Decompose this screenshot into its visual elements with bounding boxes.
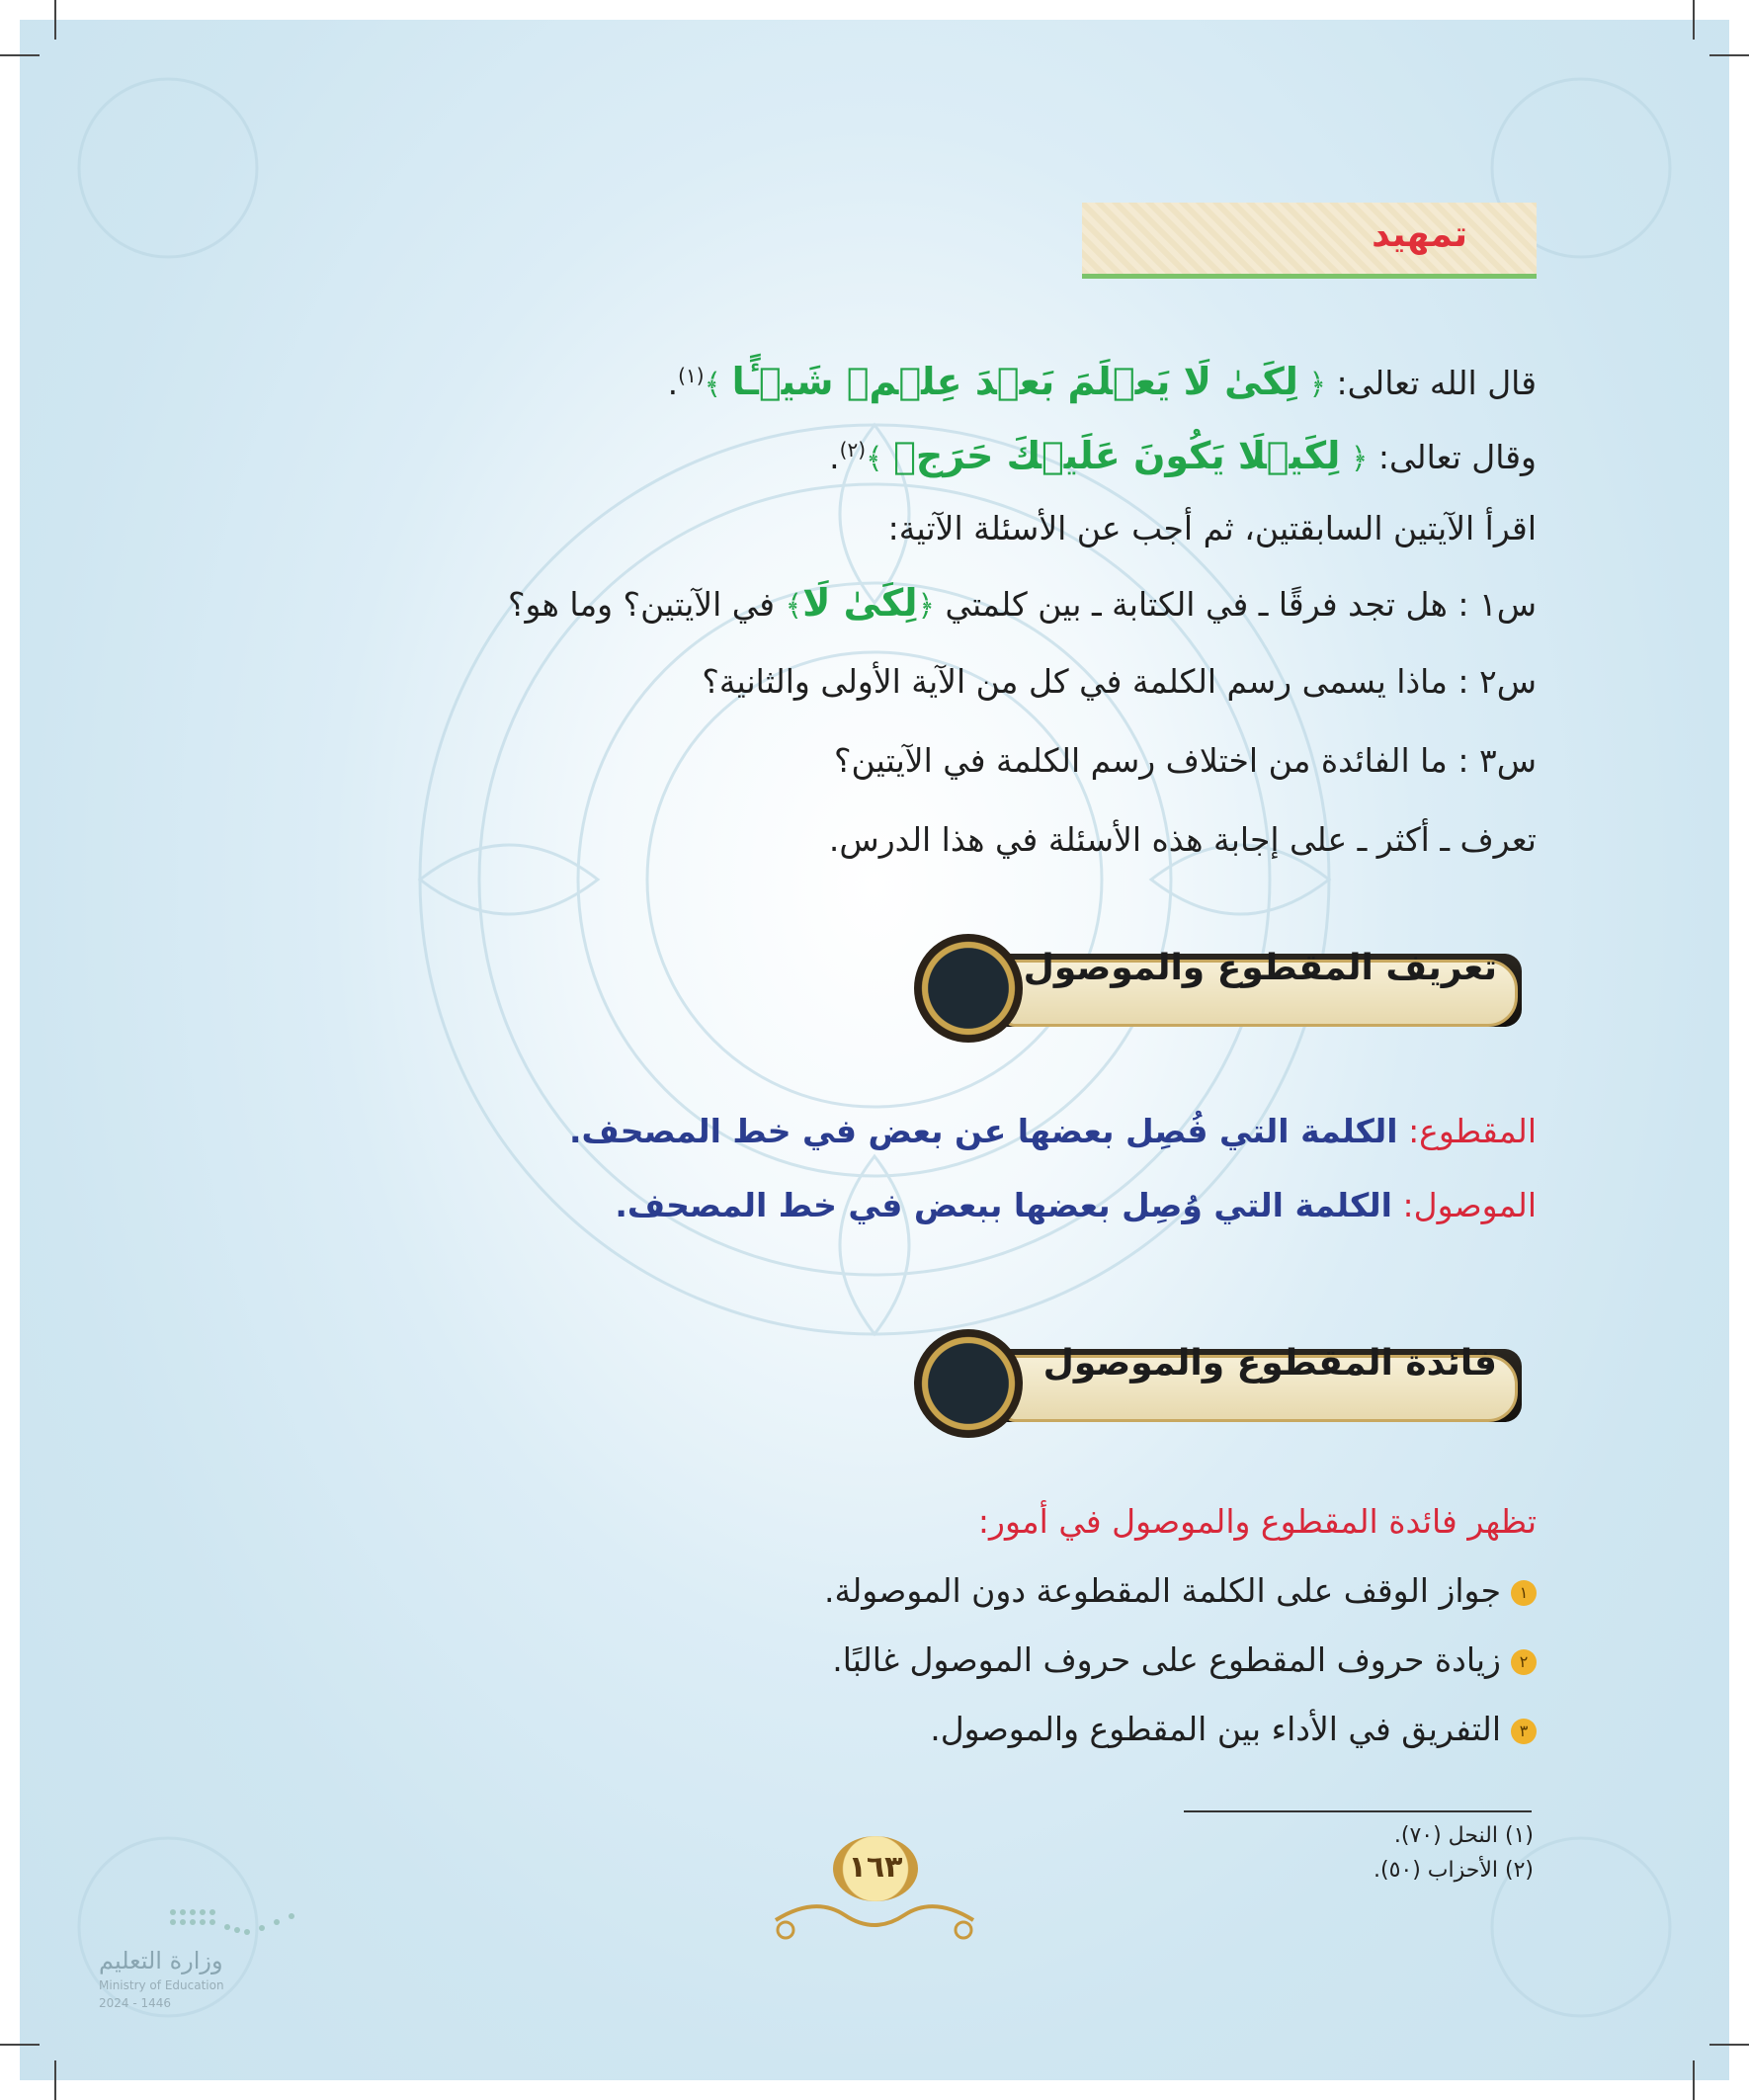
definition-body: الكلمة التي فُصِل بعضها عن بعض في خط المصحف.	[568, 1112, 1398, 1150]
crop-mark	[1693, 2060, 1695, 2100]
intro-outro: تعرف ـ أكثر ـ على إجابة هذه الأسئلة في هذا الدرس.	[828, 820, 1537, 859]
section-banner	[919, 1329, 1537, 1438]
verse-bracket-open: ﴿	[1350, 442, 1369, 476]
period: .	[667, 364, 679, 402]
quran-verse: لِكَىٰ لَا يَعۡلَمَ بَعۡدَ عِلۡمٖ شَيۡـًٔا	[731, 360, 1298, 403]
page-number: ١٦٣	[848, 1850, 903, 1885]
quran-word: لِكَىٰ لَا	[802, 581, 918, 625]
section-title: فائدة المقطوع والموصول	[1042, 1343, 1497, 1384]
verse-bracket-open: ﴿	[917, 589, 936, 624]
section-header-bar	[1082, 203, 1537, 279]
benefits-lead: تظهر فائدة المقطوع والموصول في أمور:	[977, 1502, 1537, 1541]
question-3: س٣ : ما الفائدة من اختلاف رسم الكلمة في الآيتين؟	[834, 741, 1537, 780]
definition-term: المقطوع:	[1397, 1112, 1537, 1150]
verse-bracket-close: ﴾	[866, 442, 883, 476]
definition-mawsul	[615, 1181, 1537, 1230]
arabesque-ornament	[20, 20, 1729, 2080]
verse-bracket-close: ﴾	[785, 589, 803, 624]
dots-logo-icon	[168, 1902, 316, 1942]
footnote: (١) النحل (٧٠).	[1393, 1823, 1534, 1848]
number-bullet: ١	[1511, 1580, 1537, 1606]
question-2: س٢ : ماذا يسمى رسم الكلمة في كل من الآية الأولى والثانية؟	[702, 662, 1537, 701]
definition-maqtu	[569, 1107, 1537, 1156]
page-title: تمهيد	[1372, 214, 1467, 255]
crop-mark	[1693, 0, 1695, 40]
scroll-flourish-icon	[766, 1836, 983, 1955]
list-item-text: التفريق في الأداء بين المقطوع والموصول.	[930, 1710, 1501, 1748]
crop-mark	[54, 0, 56, 40]
footnote-ref: (١)	[678, 364, 705, 387]
list-item-text: جواز الوقف على الكلمة المقطوعة دون الموصولة.	[824, 1571, 1501, 1610]
question-text: س١ : هل تجد فرقًا ـ في الكتابة ـ بين كلمتي	[935, 585, 1537, 624]
verse-line-2	[829, 425, 1537, 484]
ministry-name-english: Ministry of Education	[99, 1978, 224, 1992]
definition-body: الكلمة التي وُصِل بعضها ببعض في خط المصحف.	[615, 1186, 1392, 1224]
verse-prefix: قال الله تعالى:	[1326, 364, 1537, 402]
verse-prefix: وقال تعالى:	[1368, 438, 1537, 476]
number-bullet: ٢	[1511, 1649, 1537, 1675]
crop-mark	[1709, 2044, 1749, 2046]
instruction: اقرأ الآيتين السابقتين، ثم أجب عن الأسئلة الآتية:	[887, 509, 1537, 547]
grape-leaf-icon	[914, 1329, 1023, 1438]
list-item	[930, 1705, 1537, 1754]
number-bullet: ٣	[1511, 1719, 1537, 1744]
verse-bracket-close: ﴾	[704, 368, 722, 402]
ministry-logo	[99, 1897, 267, 2016]
footnote-divider	[1184, 1810, 1532, 1812]
section-banner	[919, 934, 1537, 1043]
section-title: تعريف المقطوع والموصول	[1023, 948, 1497, 988]
question-text: في الآيتين؟ وما هو؟	[507, 585, 786, 624]
crop-mark	[54, 2060, 56, 2100]
list-item	[832, 1636, 1537, 1685]
grape-leaf-icon	[914, 934, 1023, 1043]
quran-verse: لِكَيۡلَا يَكُونَ عَلَيۡكَ حَرَجٞ	[893, 434, 1341, 477]
period: .	[829, 438, 840, 476]
definition-term: الموصول:	[1391, 1186, 1537, 1224]
list-item	[824, 1566, 1537, 1616]
edition-year: 2024 - 1446	[99, 1996, 172, 2010]
list-item-text: زيادة حروف المقطوع على حروف الموصول غالبًا.	[832, 1640, 1501, 1679]
question-1	[508, 578, 1537, 631]
ministry-name-arabic: وزارة التعليم	[99, 1947, 223, 1974]
footnote: (٢) الأحزاب (٥٠).	[1373, 1858, 1534, 1883]
crop-mark	[1709, 54, 1749, 56]
verse-line-1	[668, 351, 1537, 410]
page-number-ornament	[766, 1836, 983, 1955]
footnote-ref: (٢)	[839, 438, 867, 462]
crop-mark	[0, 2044, 40, 2046]
crop-mark	[0, 54, 40, 56]
verse-bracket-open: ﴿	[1308, 368, 1327, 402]
